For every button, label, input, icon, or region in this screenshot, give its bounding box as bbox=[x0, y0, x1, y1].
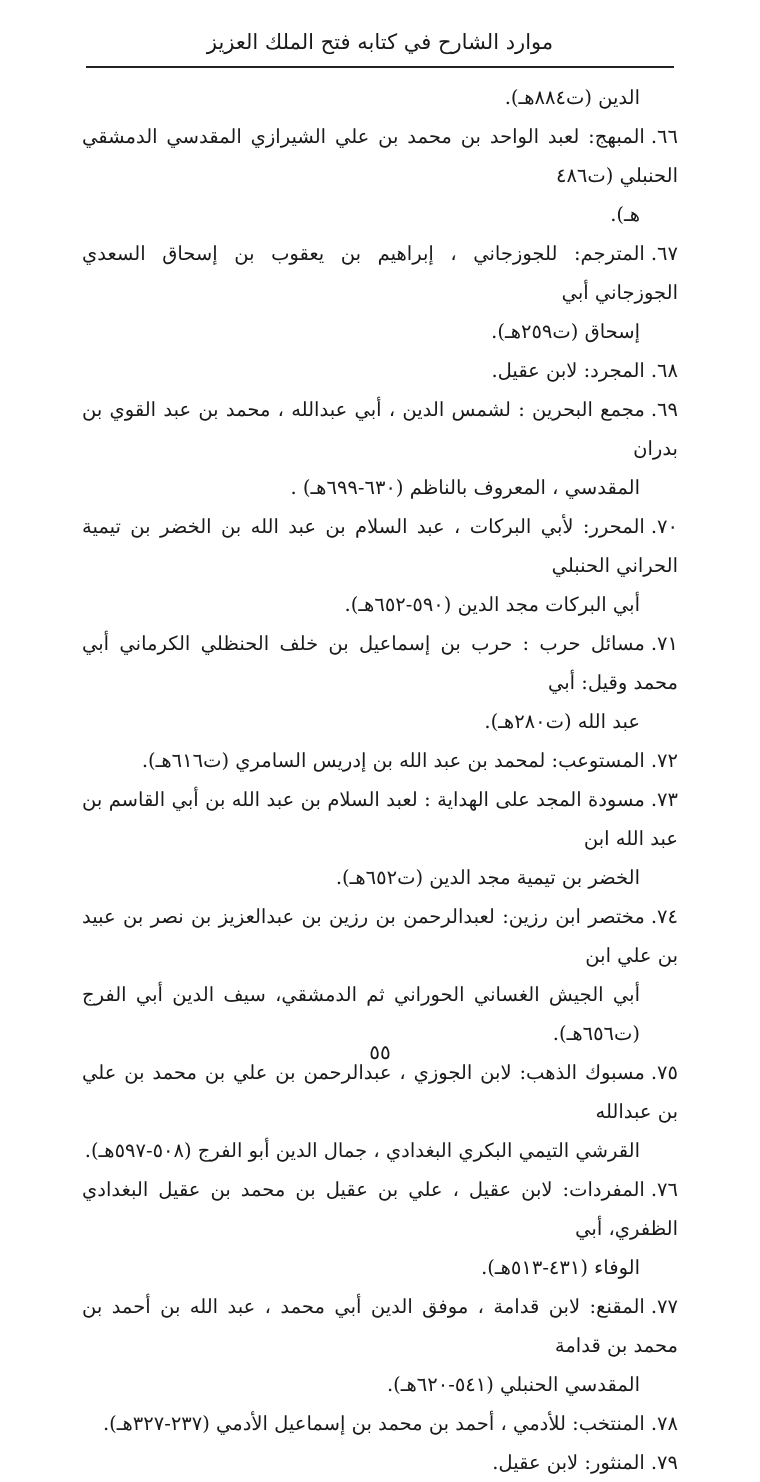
list-item bbox=[82, 780, 678, 897]
list-item bbox=[82, 117, 678, 234]
item-continuation: أبي البركات مجد الدين (٥٩٠-٦٥٢هـ). bbox=[344, 593, 640, 616]
item-number: ٧٥. bbox=[650, 1061, 678, 1084]
list-item bbox=[82, 390, 678, 507]
item-text: المفردات: لابن عقيل ، علي بن عقيل بن محمد بن عقيل البغدادي الظفري، أبي bbox=[82, 1178, 678, 1240]
sources-list bbox=[82, 78, 678, 1482]
list-item bbox=[82, 1170, 678, 1287]
item-number: ٧٧. bbox=[650, 1295, 678, 1318]
item-text: المنتخب: للأدمي ، أحمد بن محمد بن إسماعيل الأدمي (٢٣٧-٣٢٧هـ). bbox=[102, 1412, 645, 1435]
item-continuation: القرشي التيمي البكري البغدادي ، جمال الدين أبو الفرج (٥٠٨-٥٩٧هـ). bbox=[84, 1139, 640, 1162]
item-continuation: المقدسي الحنبلي (٥٤١-٦٢٠هـ). bbox=[386, 1373, 640, 1396]
list-item bbox=[82, 234, 678, 351]
item-text: مجمع البحرين : لشمس الدين ، أبي عبدالله ، محمد بن عبد القوي بن بدران bbox=[82, 398, 678, 460]
item-number: ٦٨. bbox=[650, 359, 678, 382]
header-divider bbox=[86, 66, 674, 68]
list-item bbox=[82, 1443, 678, 1482]
item-number: ٧٤. bbox=[650, 905, 678, 928]
item-continuation: إسحاق (ت٢٥٩هـ). bbox=[491, 320, 640, 343]
item-text: المقنع: لابن قدامة ، موفق الدين أبي محمد ، عبد الله بن أحمد بن محمد بن قدامة bbox=[82, 1295, 678, 1357]
item-number: ٦٦. bbox=[650, 125, 678, 148]
item-number: ٦٩. bbox=[650, 398, 678, 421]
item-text: المستوعب: لمحمد بن عبد الله بن إدريس السامري (ت٦١٦هـ). bbox=[141, 749, 645, 772]
item-text: المبهج: لعبد الواحد بن محمد بن علي الشيرازي المقدسي الدمشقي الحنبلي (ت٤٨٦ bbox=[82, 125, 678, 187]
running-header-title: موارد الشارح في كتابه فتح الملك العزيز bbox=[206, 30, 554, 54]
list-item bbox=[82, 351, 678, 390]
item-number: ٦٧. bbox=[650, 242, 678, 265]
list-item bbox=[82, 624, 678, 741]
list-item bbox=[82, 1287, 678, 1404]
page-number: ٥٥ bbox=[369, 1040, 391, 1064]
item-number: ٧٠. bbox=[650, 515, 678, 538]
item-continuation: الوفاء (٤٣١-٥١٣هـ). bbox=[481, 1256, 640, 1279]
item-text: مسبوك الذهب: لابن الجوزي ، عبدالرحمن بن علي بن محمد بن علي بن عبدالله bbox=[82, 1061, 678, 1123]
item-continuation: المقدسي ، المعروف بالناظم (٦٣٠-٦٩٩هـ) . bbox=[290, 476, 640, 499]
item-text: المحرر: لأبي البركات ، عبد السلام بن عبد الله بن الخضر بن تيمية الحراني الحنبلي bbox=[82, 515, 678, 577]
item-number: ٧٣. bbox=[650, 788, 678, 811]
item-continuation: هـ). bbox=[610, 203, 640, 226]
item-text: مسائل حرب : حرب بن إسماعيل بن خلف الحنظلي الكرماني أبي محمد وقيل: أبي bbox=[82, 632, 678, 694]
item-number: ٧٩. bbox=[650, 1451, 678, 1474]
item-continuation: عبد الله (ت٢٨٠هـ). bbox=[484, 710, 640, 733]
item-number: ٧١. bbox=[650, 632, 678, 655]
item-number: ٧٦. bbox=[650, 1178, 678, 1201]
continuation-line: الدين (ت٨٨٤هـ). bbox=[504, 86, 640, 109]
list-item bbox=[82, 1053, 678, 1170]
item-number: ٧٢. bbox=[650, 749, 678, 772]
item-continuation: الخضر بن تيمية مجد الدين (ت٦٥٢هـ). bbox=[335, 866, 640, 889]
item-text: مسودة المجد على الهداية : لعبد السلام بن عبد الله بن أبي القاسم بن عبد الله ابن bbox=[82, 788, 678, 850]
item-text: مختصر ابن رزين: لعبدالرحمن بن رزين بن عبدالعزيز بن نصر بن عبيد بن علي ابن bbox=[82, 905, 678, 967]
item-continuation: أبي الجيش الغساني الحوراني ثم الدمشقي، سيف الدين أبي الفرج (ت٦٥٦هـ). bbox=[82, 983, 640, 1045]
list-item bbox=[82, 741, 678, 780]
list-item bbox=[82, 1404, 678, 1443]
list-item bbox=[82, 507, 678, 624]
list-item bbox=[82, 897, 678, 1053]
item-text: المنثور: لابن عقيل. bbox=[492, 1451, 645, 1474]
item-text: المترجم: للجوزجاني ، إبراهيم بن يعقوب بن إسحاق السعدي الجوزجاني أبي bbox=[82, 242, 678, 304]
running-header bbox=[86, 22, 674, 62]
item-text: المجرد: لابن عقيل. bbox=[491, 359, 645, 382]
item-number: ٧٨. bbox=[650, 1412, 678, 1435]
